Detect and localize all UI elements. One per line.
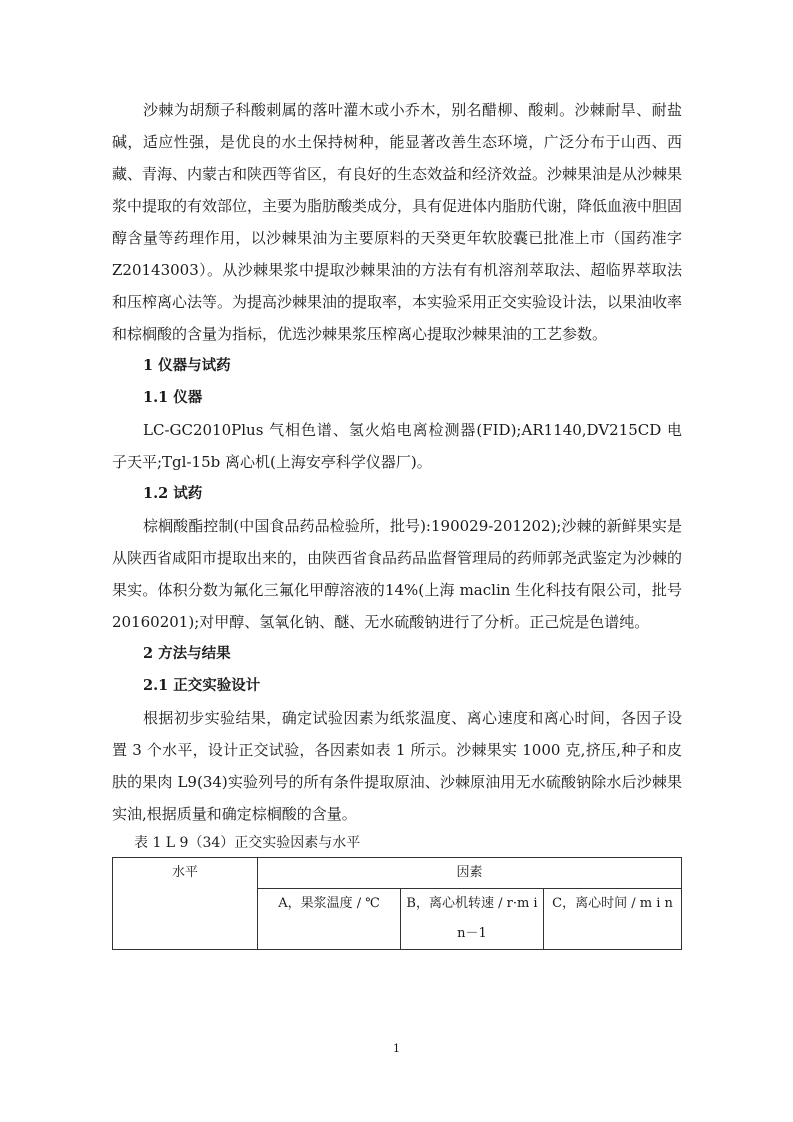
subsection-heading-2-1: 2.1 正交实验设计 bbox=[143, 677, 261, 694]
factor-level-table bbox=[112, 857, 682, 950]
subsection-heading-1-2: 1.2 试药 bbox=[143, 485, 203, 502]
table-row bbox=[113, 858, 682, 889]
table-header-factor: 因素 bbox=[258, 858, 682, 889]
subsection-heading-1-1: 1.1 仪器 bbox=[143, 389, 203, 406]
page-number: 1 bbox=[393, 1042, 400, 1055]
instruments-paragraph: LC-GC2010Plus 气相色谱、氢火焰电离检测器(FID);AR1140,DV215CD 电子天平;Tgl-15b 离心机(上海安亭科学仪器厂)。 bbox=[112, 421, 682, 471]
document-body bbox=[112, 94, 682, 950]
table-cell-factor-a: A，果浆温度 / ℃ bbox=[258, 889, 401, 950]
table-caption: 表 1 L 9（34）正交实验因素与水平 bbox=[134, 835, 361, 851]
table-cell-factor-c: C，离心时间 / m i n bbox=[544, 889, 682, 950]
intro-paragraph: 沙棘为胡颓子科酸刺属的落叶灌木或小乔木，别名醋柳、酸刺。沙棘耐旱、耐盐碱，适应性强，是优良的水土保持树种，能显著改善生态环境，广泛分布于山西、西藏、青海、内蒙古和陕西等省区，有良好的生态效益和经济效益。沙棘果油是从沙棘果浆中提取的有效部位，主要为脂肪酸类成分，具有促进体内脂肪代谢，降低血液中胆固醇含量等药理作用，以沙棘果油为主要原料的天癸更年软胶囊已批准上市（国药准字Z20143003）。从沙棘果浆中提取沙棘果油的方法有有机溶剂萃取法、超临界萃取法和压榨离心法等。为提高沙棘果油的提取率，本实验采用正交实验设计法，以果油收率和棕榈酸的含量为指标，优选沙棘果浆压榨离心提取沙棘果油的工艺参数。 bbox=[112, 101, 683, 343]
section-heading-1: 1 仪器与试药 bbox=[143, 357, 231, 374]
design-paragraph: 根据初步实验结果，确定试验因素为纸浆温度、离心速度和离心时间，各因子设置 3 个水平，设计正交试验，各因素如表 1 所示。沙棘果实 1000 克,挤压,种子和皮肤的果肉 L9(34)实验列号的所有条件提取原油、沙棘原油用无水硫酸钠除水后沙棘果实油,根据质量和确定棕榈酸的含量。 bbox=[112, 709, 682, 823]
table-cell-factor-b: B，离心机转速 / r·m i n－1 bbox=[401, 889, 544, 950]
reagents-paragraph: 棕榈酸酯控制(中国食品药品检验所，批号):190029-201202);沙棘的新鲜果实是从陕西省咸阳市提取出来的，由陕西省食品药品监督管理局的药师郭尧武鉴定为沙棘的果实。体积分数为氟化三氟化甲醇溶液的14%(上海 maclin 生化科技有限公司，批号 20160201);对甲醇、氢氧化钠、醚、无水硫酸钠进行了分析。正己烷是色谱纯。 bbox=[112, 517, 683, 631]
table-header-level: 水平 bbox=[113, 858, 258, 950]
section-heading-2: 2 方法与结果 bbox=[143, 645, 231, 662]
